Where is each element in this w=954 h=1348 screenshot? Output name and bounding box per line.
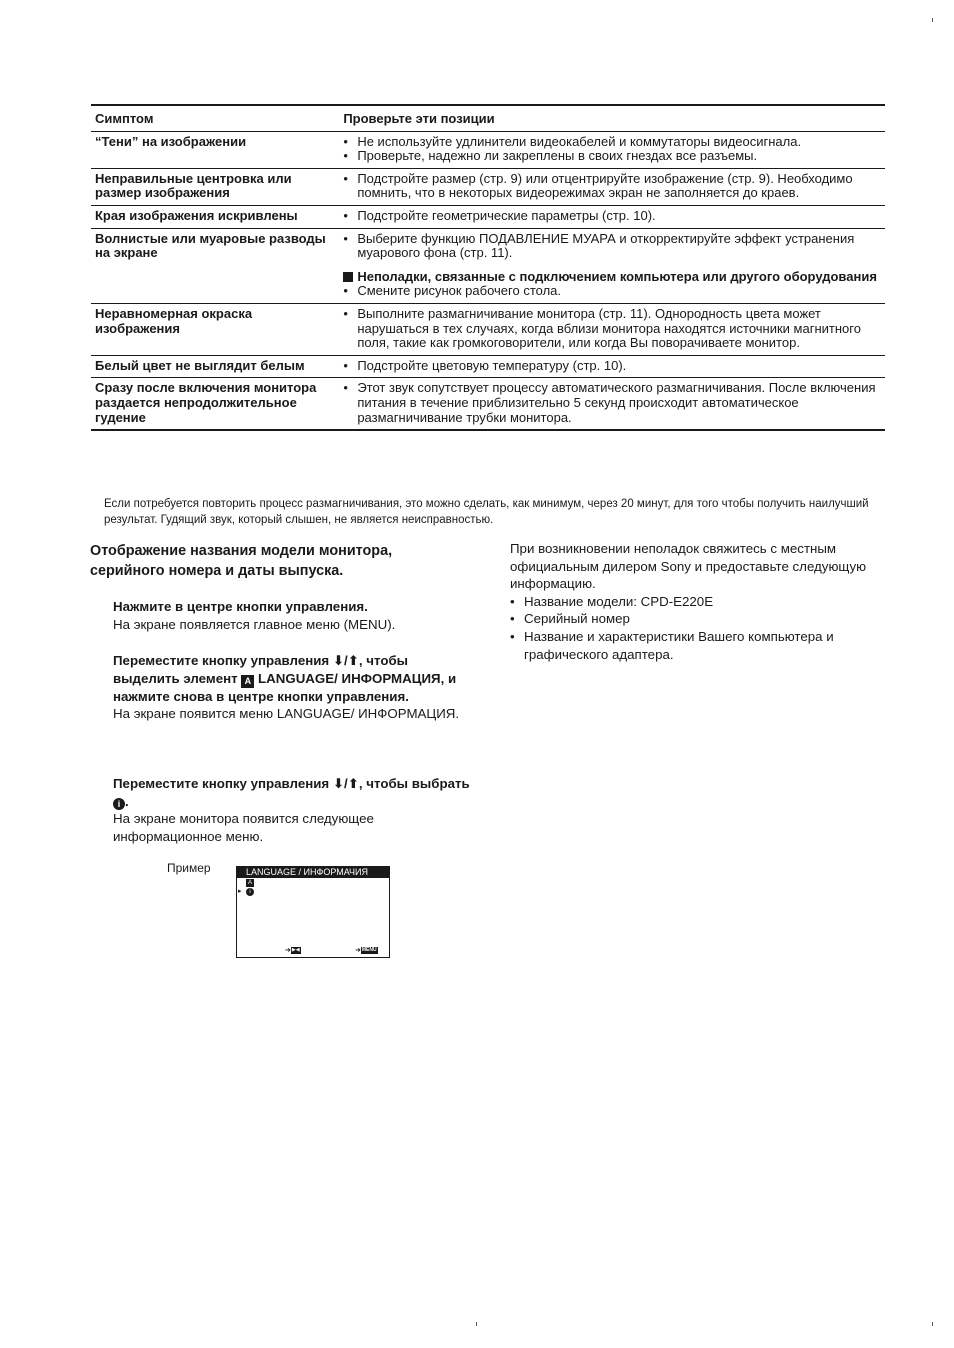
step-result: На экране монитора появится следующее информационное меню. <box>113 811 374 844</box>
cursor-icon: ▸ <box>238 888 242 895</box>
step-1 <box>113 598 473 633</box>
contact-info <box>510 540 890 663</box>
section-title: Отображение названия модели монитора, серийного номера и даты выпуска. <box>90 543 393 579</box>
list-item: • Название и характеристики Вашего компьютера и графического адаптера. <box>510 628 834 662</box>
step-result: На экране появится меню LANGUAGE/ ИНФОРМАЦИЯ. <box>113 706 460 722</box>
symptom-cell: Белый цвет не выглядит белым <box>91 355 339 378</box>
list-item: • Подстройте цветовую температуру (стр. 10). <box>343 357 627 373</box>
arrow-down-up-icon: ⬇/⬆ <box>332 776 359 791</box>
list-item: • Смените рисунок рабочего стола. <box>343 283 562 299</box>
info-icon: i <box>113 798 125 810</box>
info-icon: i <box>246 888 254 896</box>
symptom-cell: Волнистые или муаровые разводы на экране <box>91 228 339 303</box>
check-cell <box>339 355 885 378</box>
crop-mark <box>476 1322 477 1326</box>
check-cell <box>339 303 885 355</box>
header-check: Проверьте эти позиции <box>339 105 885 131</box>
osd-title: LANGUAGE / ИНФОРМАЧИЯ <box>237 867 389 878</box>
language-icon: A <box>241 675 254 688</box>
square-bullet-icon <box>343 272 353 282</box>
list-item: • Серийный номер <box>510 611 630 627</box>
troubleshooting-table <box>91 104 885 431</box>
list-item: • Выполните размагничивание монитора (стр. 11). Однородность цвета может нарушаться в тех случаях, когда вблизи монитора находятся источники магнитного поля, такие как громкоговорители, или когда Вы поворачиваете монитор. <box>343 305 861 351</box>
step-instruction: Нажмите в центре кнопки управления. <box>113 599 368 614</box>
crop-mark <box>932 18 933 22</box>
list-item: • Название модели: CPD-E220E <box>510 593 714 609</box>
crop-mark <box>932 1322 933 1326</box>
arrow-right-icon: ➜ <box>355 947 361 954</box>
list-item: • Этот звук сопутствует процессу автоматического размагничивания. После включения питания в течение приблизительно 5 секунд происходит автоматическое размагничивание трубки монитора. <box>343 380 876 425</box>
list-item: • Подстройте геометрические параметры (стр. 10). <box>343 207 656 223</box>
step-3 <box>113 775 473 845</box>
list-item: • Не используйте удлинители видеокабелей и коммутаторы видеосигнала. <box>343 133 802 149</box>
arrow-right-icon: ➜ <box>285 947 291 954</box>
osd-menu-example <box>236 866 390 958</box>
arrow-down-up-icon: ⬇/⬆ <box>332 653 359 668</box>
contact-intro: При возникновении неполадок свяжитесь с местным официальным дилером Sony и предоставьте следующую информацию. <box>510 541 867 592</box>
menu-icon: MENU <box>361 947 377 953</box>
list-item: • Проверьте, надежно ли закреплены в своих гнездах все разъемы. <box>343 148 758 164</box>
symptom-cell: Края изображения искривлены <box>91 205 339 228</box>
header-symptom: Симптом <box>91 105 339 131</box>
table-row <box>91 355 885 378</box>
check-cell <box>339 205 885 228</box>
symptom-cell: Неравномерная окраска изображения <box>91 303 339 355</box>
table-row <box>91 378 885 430</box>
check-cell <box>339 228 885 303</box>
table-row <box>91 303 885 355</box>
step-2 <box>113 652 473 723</box>
symptom-cell: Неправильные центровка или размер изображения <box>91 168 339 205</box>
table-row <box>91 168 885 205</box>
osd-footer-menu <box>355 947 378 955</box>
check-cell <box>339 168 885 205</box>
list-item: • Подстройте размер (стр. 9) или отцентрируйте изображение (стр. 9). Необходимо помнить, что в некоторых видеорежимах экран не заполняется до краев. <box>343 170 853 201</box>
step-instruction: Переместите кнопку управления ⬇/⬆, чтобы выбрать i . <box>113 776 470 809</box>
check-cell <box>339 131 885 168</box>
footnote: Если потребуется повторить процесс размагничивания, это можно сделать, как минимум, через 20 минут, для того чтобы получить наилучший результат. Гудящий звук, который слышен, не является неисправностью. <box>104 498 869 526</box>
check-cell <box>339 378 885 430</box>
step-result: На экране появляется главное меню (MENU). <box>113 616 396 632</box>
subheading: Неполадки, связанные с подключением компьютера или другого оборудования <box>343 270 881 285</box>
osd-row-info <box>238 888 254 896</box>
symptom-cell: Сразу после включения монитора раздается непродолжительное гудение <box>91 378 339 430</box>
symptom-cell: “Тени” на изображении <box>91 131 339 168</box>
step-instruction: Переместите кнопку управления ⬇/⬆, чтобы выделить элемент A LANGUAGE/ ИНФОРМАЦИЯ, и нажмите снова в центре кнопки управления. <box>113 653 457 704</box>
language-icon: A <box>247 880 252 886</box>
table-row <box>91 205 885 228</box>
table-row <box>91 131 885 168</box>
osd-footer-select <box>285 947 301 955</box>
osd-row-language <box>238 879 254 887</box>
select-icon: ▶◀ <box>291 947 300 953</box>
example-label: Пример <box>167 861 211 875</box>
list-item: • Выберите функцию ПОДАВЛЕНИЕ МУАРА и откорректируйте эффект устранения муарового фона (стр. 11). <box>343 230 855 261</box>
table-row <box>91 228 885 303</box>
table-header-row <box>91 105 885 131</box>
